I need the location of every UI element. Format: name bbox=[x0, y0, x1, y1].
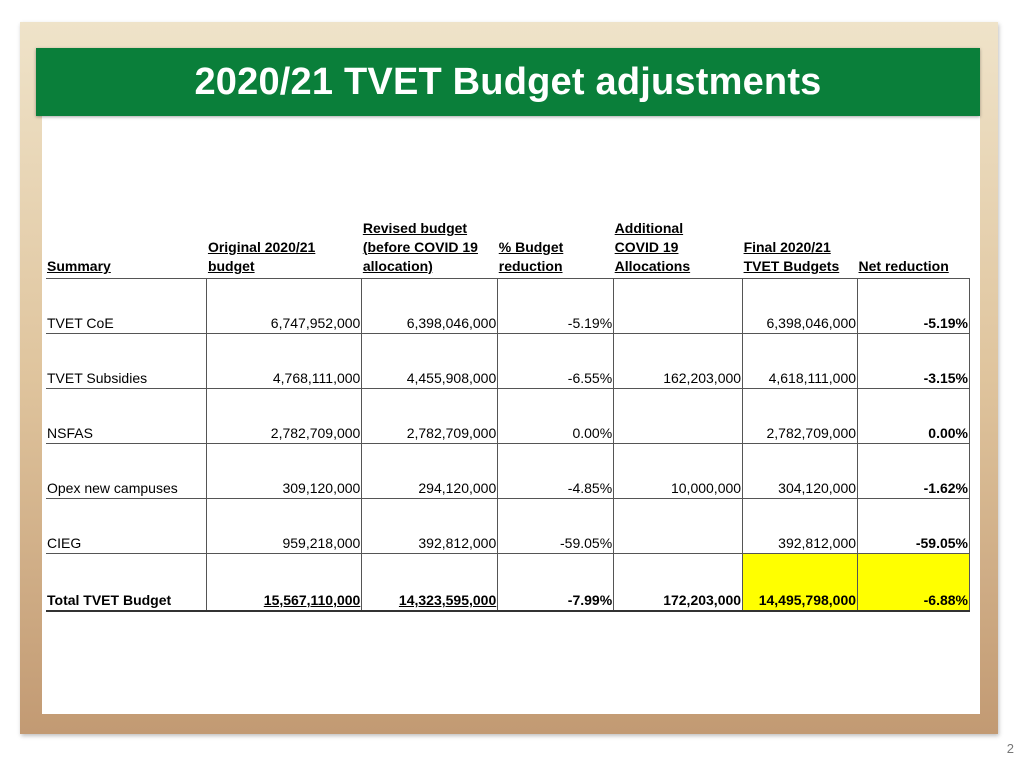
total-budget-reduction: -7.99% bbox=[498, 554, 614, 612]
budget-reduction-cell: -59.05% bbox=[498, 499, 614, 554]
page-number: 2 bbox=[1006, 741, 1014, 756]
final-budget-cell: 6,398,046,000 bbox=[743, 279, 858, 334]
row-label: TVET Subsidies bbox=[46, 334, 207, 389]
net-reduction-cell: -5.19% bbox=[858, 279, 970, 334]
header-budget-reduction: % Budget reduction bbox=[498, 239, 564, 274]
covid-allocation-cell: 162,203,000 bbox=[614, 334, 743, 389]
header-row bbox=[46, 166, 970, 279]
total-net-reduction: -6.88% bbox=[858, 554, 970, 612]
net-reduction-cell: -1.62% bbox=[858, 444, 970, 499]
revised-budget-cell: 294,120,000 bbox=[362, 444, 498, 499]
row-label: TVET CoE bbox=[46, 279, 207, 334]
table-row bbox=[46, 334, 970, 389]
budget-reduction-cell: 0.00% bbox=[498, 389, 614, 444]
final-budget-cell: 2,782,709,000 bbox=[743, 389, 858, 444]
revised-budget-cell: 4,455,908,000 bbox=[362, 334, 498, 389]
total-covid-allocations: 172,203,000 bbox=[614, 554, 743, 612]
covid-allocation-cell bbox=[614, 499, 743, 554]
net-reduction-cell: 0.00% bbox=[858, 389, 970, 444]
final-budget-cell: 304,120,000 bbox=[743, 444, 858, 499]
total-row bbox=[46, 554, 970, 612]
total-revised-budget-value: 14,323,595,000 bbox=[398, 592, 497, 608]
net-reduction-cell: -3.15% bbox=[858, 334, 970, 389]
original-budget-cell: 309,120,000 bbox=[207, 444, 362, 499]
total-revised-budget bbox=[362, 554, 498, 612]
slide-title: 2020/21 TVET Budget adjustments bbox=[194, 60, 822, 103]
total-label: Total TVET Budget bbox=[46, 554, 207, 612]
table-row bbox=[46, 444, 970, 499]
table-row bbox=[46, 279, 970, 334]
row-label: Opex new campuses bbox=[46, 444, 207, 499]
original-budget-cell: 959,218,000 bbox=[207, 499, 362, 554]
total-original-budget bbox=[207, 554, 362, 612]
total-final-budget: 14,495,798,000 bbox=[743, 554, 858, 612]
budget-table bbox=[46, 166, 970, 612]
revised-budget-cell: 6,398,046,000 bbox=[362, 279, 498, 334]
final-budget-cell: 4,618,111,000 bbox=[743, 334, 858, 389]
final-budget-cell: 392,812,000 bbox=[743, 499, 858, 554]
original-budget-cell: 4,768,111,000 bbox=[207, 334, 362, 389]
covid-allocation-cell bbox=[614, 279, 743, 334]
title-bar bbox=[36, 48, 980, 116]
header-net-reduction: Net reduction bbox=[858, 258, 949, 274]
revised-budget-cell: 392,812,000 bbox=[362, 499, 498, 554]
row-label: CIEG bbox=[46, 499, 207, 554]
revised-budget-cell: 2,782,709,000 bbox=[362, 389, 498, 444]
total-original-budget-value: 15,567,110,000 bbox=[263, 592, 361, 608]
row-label: NSFAS bbox=[46, 389, 207, 444]
covid-allocation-cell bbox=[614, 389, 743, 444]
budget-reduction-cell: -6.55% bbox=[498, 334, 614, 389]
original-budget-cell: 6,747,952,000 bbox=[207, 279, 362, 334]
header-final-budgets: Final 2020/21 TVET Budgets bbox=[743, 239, 840, 274]
table-row bbox=[46, 389, 970, 444]
budget-reduction-cell: -5.19% bbox=[498, 279, 614, 334]
net-reduction-cell: -59.05% bbox=[858, 499, 970, 554]
header-covid-allocations: Additional COVID 19 Allocations bbox=[614, 220, 691, 274]
budget-reduction-cell: -4.85% bbox=[498, 444, 614, 499]
header-summary: Summary bbox=[47, 258, 111, 274]
header-original-budget: Original 2020/21 budget bbox=[207, 239, 316, 274]
covid-allocation-cell: 10,000,000 bbox=[614, 444, 743, 499]
original-budget-cell: 2,782,709,000 bbox=[207, 389, 362, 444]
table-row bbox=[46, 499, 970, 554]
header-revised-budget: Revised budget (before COVID 19 allocation) bbox=[362, 220, 478, 274]
